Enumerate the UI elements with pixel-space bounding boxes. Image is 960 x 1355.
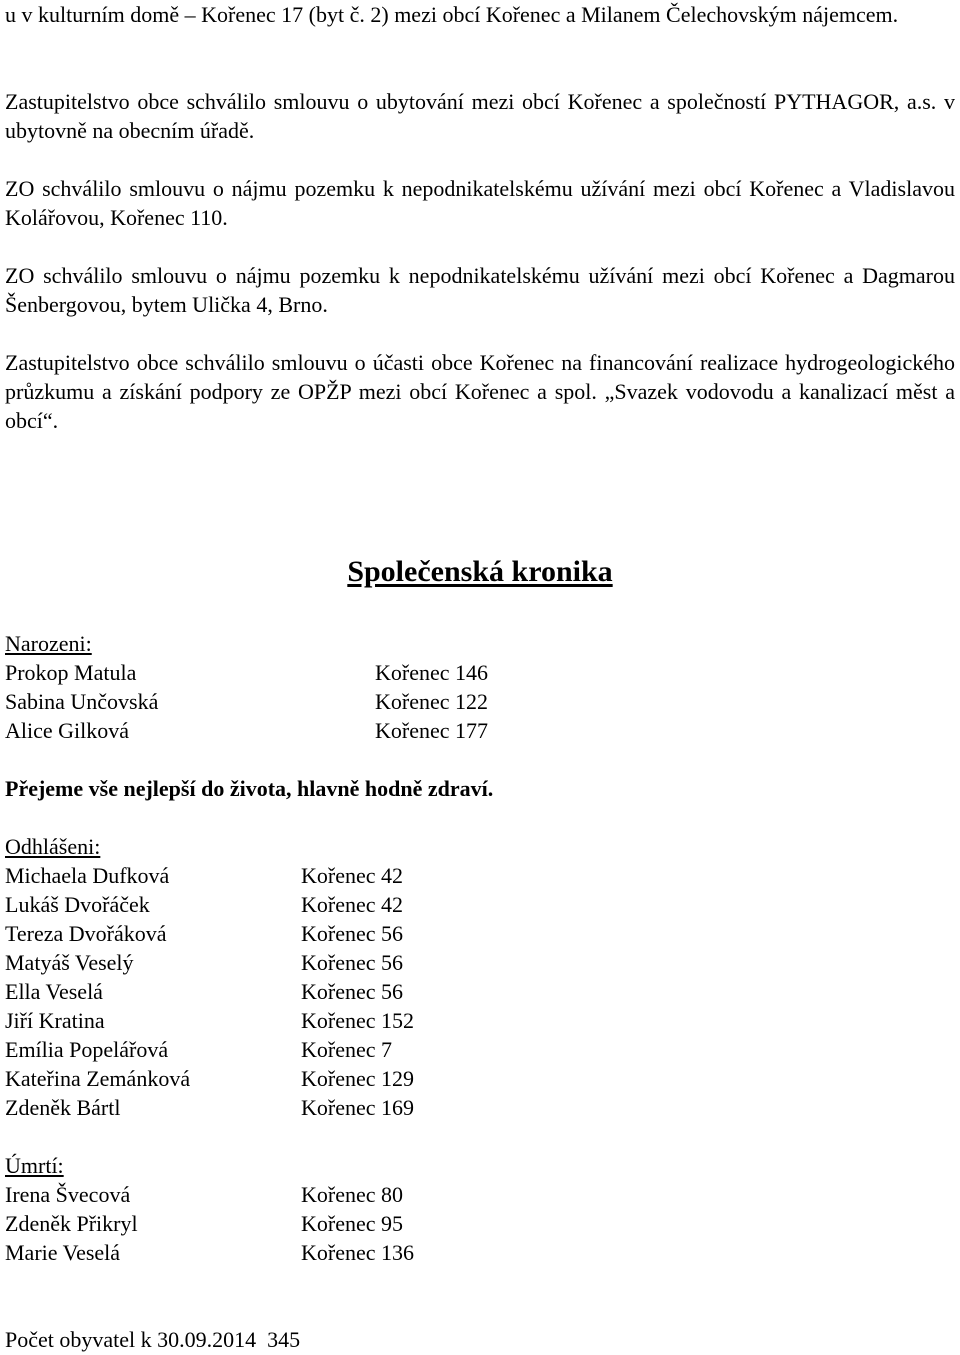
person-address: Kořenec 56 — [301, 921, 404, 946]
person-name: Tereza Dvořáková — [5, 921, 167, 946]
paragraph-hydrogeology-contract: Zastupitelstvo obce schválilo smlouvu o účasti obce Kořenec na financování realizace hydrogeologického průzkumu a získání podpory ze OPŽP mezi obcí Kořenec a spol. „Svazek vodovodu a kanalizací měst a obcí“. — [5, 350, 955, 433]
person-address: Kořenec 42 — [301, 863, 404, 888]
person-name: Zdeněk Bártl — [5, 1095, 121, 1120]
person-name: Marie Veselá — [5, 1240, 121, 1265]
paragraph-accommodation-contract: Zastupitelstvo obce schválilo smlouvu o ubytování mezi obcí Kořenec a společností PYTHAGOR, a.s. v ubytovně na obecním úřadě. — [5, 89, 955, 143]
person-name: Ella Veselá — [5, 979, 103, 1004]
person-address: Kořenec 56 — [301, 979, 404, 1004]
person-name: Jiří Kratina — [5, 1008, 105, 1033]
person-name: Kateřina Zemánková — [5, 1066, 191, 1091]
deregistered-label: Odhlášeni: — [5, 834, 101, 859]
person-name: Irena Švecová — [5, 1182, 131, 1207]
person-address: Kořenec 152 — [301, 1008, 415, 1033]
population-count: Počet obyvatel k 30.09.2014 345 — [5, 1327, 301, 1352]
paragraph-lease-kulturni-dum: u v kulturním domě – Kořenec 17 (byt č. 2) mezi obcí Kořenec a Milanem Čelechovským nájemcem. — [5, 2, 899, 27]
person-address: Kořenec 7 — [301, 1037, 393, 1062]
person-address: Kořenec 122 — [375, 689, 489, 714]
person-name: Alice Gilková — [5, 718, 130, 743]
person-name: Matyáš Veselý — [5, 950, 134, 975]
person-address: Kořenec 136 — [301, 1240, 415, 1265]
born-wish: Přejeme vše nejlepší do života, hlavně hodně zdraví. — [5, 776, 494, 801]
person-name: Sabina Unčovská — [5, 689, 159, 714]
person-name: Emília Popelářová — [5, 1037, 169, 1062]
person-address: Kořenec 42 — [301, 892, 404, 917]
person-address: Kořenec 80 — [301, 1182, 404, 1207]
born-label: Narozeni: — [5, 631, 92, 656]
person-name: Michaela Dufková — [5, 863, 170, 888]
chronicle-title: Společenská kronika — [347, 555, 613, 588]
person-name: Prokop Matula — [5, 660, 137, 685]
paragraph-land-lease-kolarova: ZO schválilo smlouvu o nájmu pozemku k nepodnikatelskému užívání mezi obcí Kořenec a Vladislavou Kolářovou, Kořenec 110. — [5, 176, 955, 230]
deaths-label: Úmrtí: — [5, 1153, 64, 1178]
person-address: Kořenec 169 — [301, 1095, 415, 1120]
paragraph-land-lease-senbergova: ZO schválilo smlouvu o nájmu pozemku k nepodnikatelskému užívání mezi obcí Kořenec a Dagmarou Šenbergovou, bytem Ulička 4, Brno. — [5, 263, 955, 317]
person-address: Kořenec 146 — [375, 660, 489, 685]
person-name: Zdeněk Přikryl — [5, 1211, 138, 1236]
person-name: Lukáš Dvořáček — [5, 892, 150, 917]
person-address: Kořenec 56 — [301, 950, 404, 975]
person-address: Kořenec 95 — [301, 1211, 404, 1236]
person-address: Kořenec 129 — [301, 1066, 415, 1091]
person-address: Kořenec 177 — [375, 718, 489, 743]
